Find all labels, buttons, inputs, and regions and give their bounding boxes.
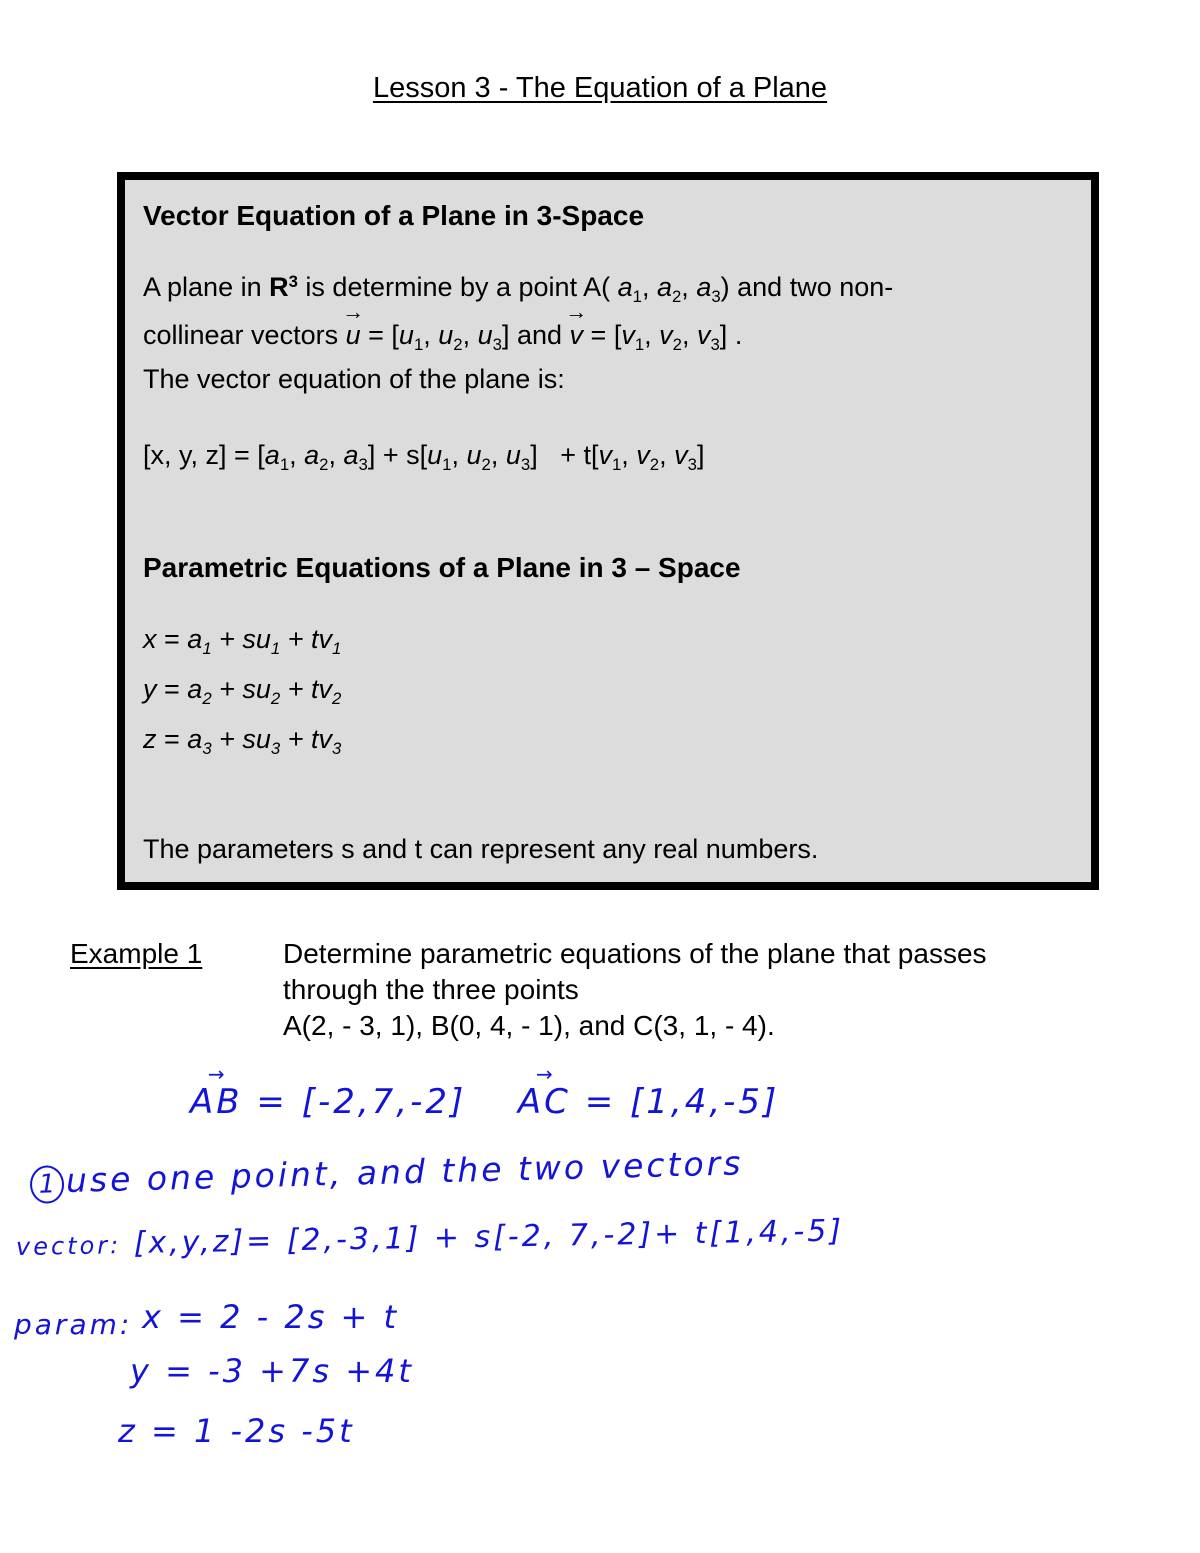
plane-definition-line-1: A plane in $R^3$ is determine by a point A( $a_1$, $a_2$, $a_3$) and two non- — [143, 271, 894, 306]
plane-definition-line-2: collinear vectors → $u = [u_1$, $u_2$, $u_3$] and → $v = [v_1$, $v_2$, $v_3$] . — [143, 320, 742, 351]
vector-ac-value: = [1,4,-5] — [570, 1082, 780, 1122]
vector-ac-label: → AC — [518, 1082, 571, 1122]
parametric-equations-heading: Parametric Equations of a Plane in 3 – Space — [143, 552, 741, 583]
vector-u-symbol: → u — [346, 320, 361, 351]
vector-ab-label: → AB — [190, 1082, 243, 1122]
step-number-circle: 1 — [30, 1165, 65, 1204]
page-title-text: Lesson 3 - The Equation of a Plane — [372, 72, 828, 104]
parametric-equation-x: $x = a_1 + su_1 + tv_1$ — [143, 624, 342, 658]
example-label: Example 1 — [70, 938, 203, 969]
vector-equation-handwritten: [x,y,z]= [2,-3,1] + s[-2, 7,-2]+ t[1,4,-5] — [133, 1213, 845, 1261]
handwritten-param-y: y = -3 +7s +4t — [130, 1352, 414, 1390]
handwritten-param-z: z = 1 -2s -5t — [118, 1412, 355, 1450]
vector-equation-heading: Vector Equation of a Plane in 3-Space — [143, 200, 645, 231]
definition-box — [117, 172, 1099, 890]
parametric-equation-y: $y = a_2 + su_2 + tv_2$ — [143, 674, 342, 708]
example-text-line: Determine parametric equations of the plane that passes — [283, 938, 987, 969]
handwritten-step-one — [29, 1143, 743, 1204]
parametric-equation-z: $z = a_3 + su_3 + tv_3$ — [143, 724, 342, 758]
vector-ab-value: = [-2,7,-2] — [242, 1082, 467, 1122]
parameters-note: The parameters s and t can represent any real numbers. — [143, 834, 819, 864]
handwritten-vector-equation — [16, 1214, 845, 1263]
vector-label: vector: — [15, 1231, 122, 1261]
vector-equation-intro: The vector equation of the plane is: — [143, 364, 565, 394]
handwritten-param-x: x = 2 - 2s + t — [142, 1298, 400, 1336]
example-text-line: through the three points — [283, 974, 579, 1005]
param-label: param: — [14, 1308, 133, 1341]
vector-equation: [x, y, $z] = [a_1$, $a_2$, $a_3] + s[u_1$, $u_2$, $u_3] + t[v_1$, $v_2$, $v_3$] — [143, 440, 705, 474]
step-one-text: use one point, and the two vectors — [65, 1143, 744, 1201]
example-text-line: A(2, - 3, 1), B(0, 4, - 1), and C(3, 1, - 4). — [283, 1010, 775, 1041]
vector-v-symbol: → v — [570, 320, 584, 351]
page-title — [0, 72, 1200, 105]
handwritten-direction-vectors — [190, 1082, 779, 1122]
